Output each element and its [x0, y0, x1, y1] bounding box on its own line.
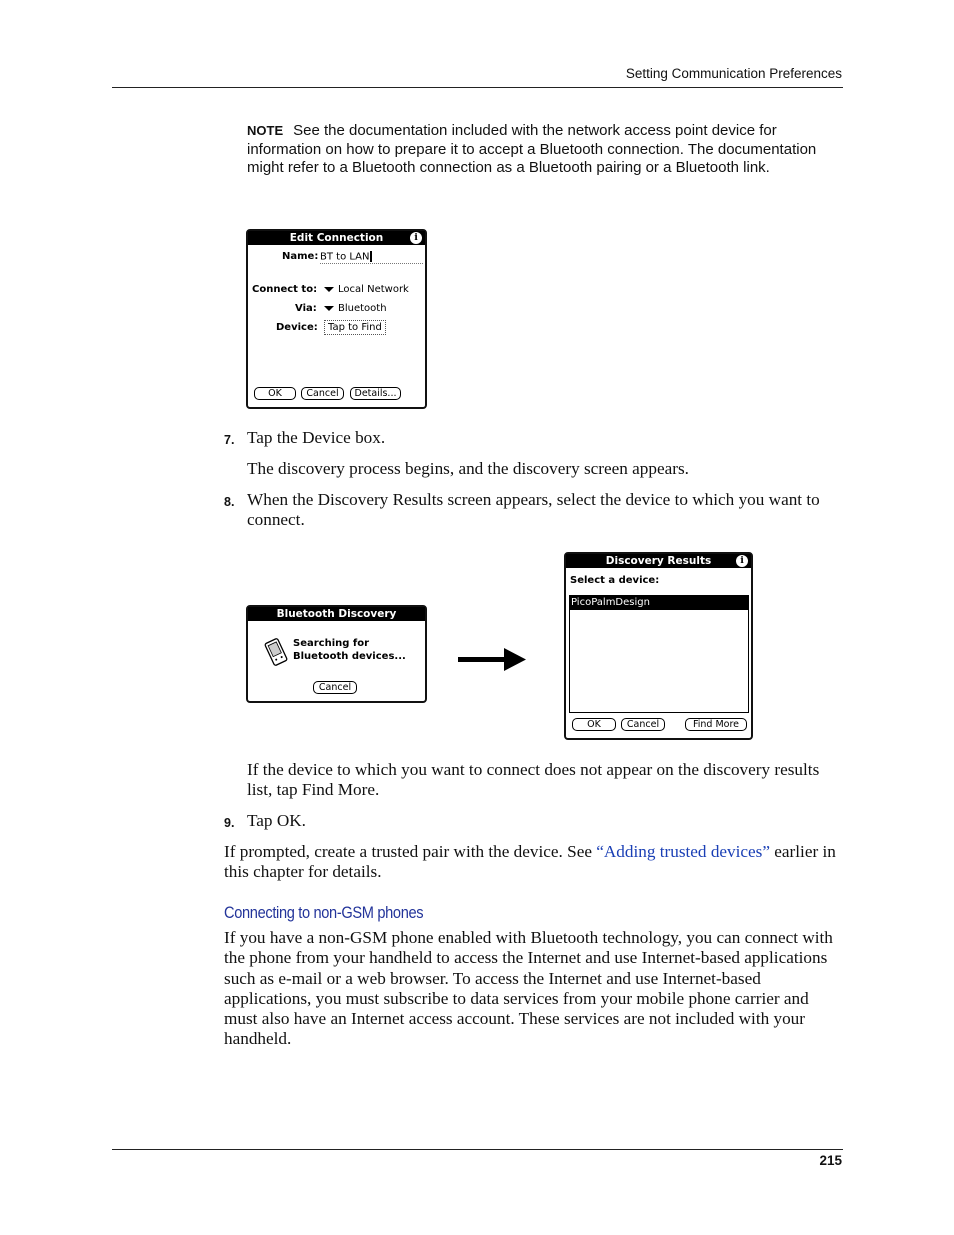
bluetooth-discovery-title-bar — [248, 607, 425, 621]
cancel-button[interactable]: Cancel — [301, 387, 344, 400]
discovery-results-title: Discovery Results — [605, 555, 712, 567]
adding-trusted-devices-link[interactable]: “Adding trusted devices” — [596, 842, 770, 861]
running-header: Setting Communication Preferences — [625, 66, 842, 81]
trusted-pair-text-after: earlier in this chapter for details. — [224, 842, 836, 882]
via-picker[interactable]: Bluetooth — [324, 303, 387, 314]
details-button[interactable]: Details... — [350, 387, 401, 400]
cancel-discovery-button[interactable]: Cancel — [313, 681, 357, 694]
device-list[interactable] — [569, 595, 749, 713]
info-icon[interactable]: i — [410, 232, 422, 244]
right-arrow-icon — [458, 646, 528, 674]
device-list-item[interactable]: PicoPalmDesign — [570, 596, 748, 610]
info-icon[interactable]: i — [736, 555, 748, 567]
step-7-text: Tap the Device box. — [247, 428, 386, 447]
note-block — [247, 122, 827, 178]
step-9-text: Tap OK. — [247, 811, 306, 830]
discovery-results-screen — [564, 552, 753, 740]
dropdown-arrow-icon — [324, 287, 334, 292]
step-8-followup: If the device to which you want to connect does not appear on the discovery results list, tap Find More. — [247, 760, 820, 800]
cancel-button[interactable]: Cancel — [621, 718, 665, 731]
select-device-prompt: Select a device: — [570, 575, 660, 586]
section-body: If you have a non-GSM phone enabled with Bluetooth technology, you can connect with the phone from your handheld to access the Internet and use Internet-based applications such as e-mail or a web browser. To access the Internet and use Internet-based applications, you must subscribe to data services from your mobile phone carrier and must also have an Internet access account. These services are not included with your handheld. — [224, 928, 833, 1049]
ok-button[interactable]: OK — [254, 387, 296, 400]
ok-button[interactable]: OK — [572, 718, 616, 731]
name-field[interactable]: BT to LAN — [320, 251, 370, 263]
edit-connection-screen — [246, 229, 427, 409]
step-9-number: 9. — [224, 816, 235, 830]
step-8-number: 8. — [224, 495, 235, 509]
device-selector[interactable]: Tap to Find — [324, 320, 386, 335]
edit-connection-title: Edit Connection — [289, 232, 384, 244]
header-rule — [112, 87, 843, 88]
name-field-underline — [320, 263, 423, 264]
connect-to-picker[interactable]: Local Network — [324, 284, 409, 295]
device-label: Device: — [276, 322, 318, 333]
connect-to-label: Connect to: — [252, 284, 318, 295]
step-7-number: 7. — [224, 433, 235, 447]
via-label: Via: — [295, 303, 317, 314]
name-label: Name: — [282, 251, 319, 262]
step-7-followup: The discovery process begins, and the discovery screen appears. — [247, 459, 689, 478]
trusted-pair-paragraph — [224, 842, 839, 883]
note-label: NOTE — [247, 123, 284, 138]
section-heading: Connecting to non-GSM phones — [224, 903, 424, 922]
footer-rule — [112, 1149, 843, 1150]
discovery-results-title-bar — [566, 554, 751, 568]
handheld-icon — [263, 637, 289, 667]
trusted-pair-text-before: If prompted, create a trusted pair with the device. See — [224, 842, 597, 861]
page-number: 215 — [819, 1153, 842, 1168]
searching-line-2: Bluetooth devices... — [293, 651, 406, 662]
step-8-text: When the Discovery Results screen appears, select the device to which you want to connect. — [247, 490, 820, 530]
bluetooth-discovery-screen — [246, 605, 427, 703]
edit-connection-title-bar — [248, 231, 425, 245]
find-more-button[interactable]: Find More — [685, 718, 747, 731]
note-text: See the documentation included with the network access point device for information on how to prepare it to accept a Bluetooth connection. The documentation might refer to a Bluetooth connection as a Bluetooth pairing or a Bluetooth link. — [247, 122, 817, 177]
dropdown-arrow-icon — [324, 306, 334, 311]
bluetooth-discovery-title: Bluetooth Discovery — [276, 608, 397, 620]
searching-line-1: Searching for — [293, 638, 370, 649]
